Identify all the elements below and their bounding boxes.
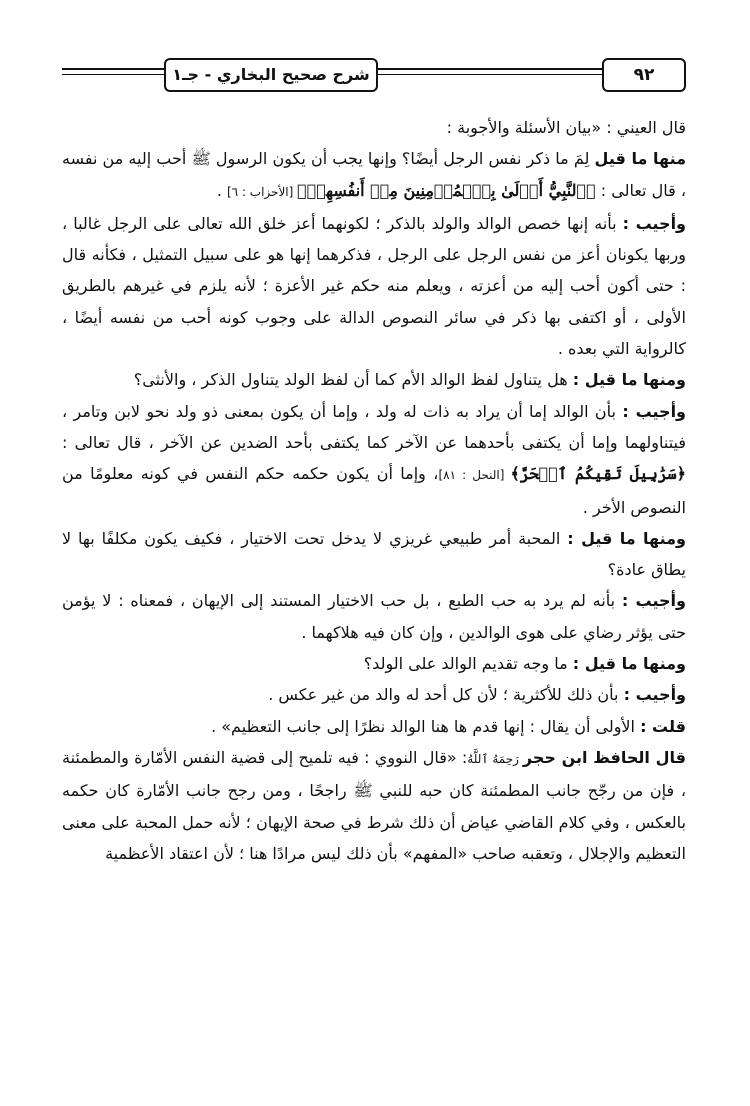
question-lead: ومنها ما قيل : [572,654,686,674]
paragraph-comment: قلت : الأولى أن يقال : إنها قدم ها هنا الوالد نظرًا إلى جانب التعظيم» . [211,716,686,736]
honorific: رَحِمَهُ ٱللَّهُ [467,751,523,766]
page-body [62,112,686,869]
answer-lead: وأجيب : [622,213,686,233]
book-title: شرح صحيح البخاري - جـ١ [164,58,378,92]
question-lead: ومنها ما قيل : [567,528,686,548]
running-header [62,58,686,98]
paragraph-intro: قال العيني : «بيان الأسئلة والأجوبة : [446,118,686,137]
quran-verse: ﴿سَرَٰبِيلَ تَقِيكُمُ ٱلۡحَرَّ﴾ [510,464,686,484]
scholar-lead: قال الحافظ ابن حجر [522,747,686,767]
paragraph-answer-2: وأجيب : بأن الوالد إما أن يراد به ذات له ولد ، وإما أن يكون بمعنى ذو ولد نحو لابن وتامر ، فيتناولهما وإما أن يكتفى بأحدهما عن الآخر كما يكتفى بأحد الضدين عن الآخر ، قال تعالى : ﴿سَرَٰبِيلَ تَقِيكُمُ ٱلۡحَرَّ﴾ [النحل : ٨١]، وإما أن يكون حكمه حكم النفس في كونه معلومًا من النصوص الأخر . [62,401,686,517]
question-lead: ومنها ما قيل : [572,370,686,390]
quran-verse: ﴿ٱلنَّبِيُّ أَوۡلَىٰ بِٱلۡمُؤۡمِنِينَ مِنۡ أَنفُسِهِمۡ﴾ [297,180,596,200]
verse-reference: [النحل : ٨١] [438,468,511,483]
verse-reference: [الأحزاب : ٦] [226,184,298,199]
page-number: ٩٢ [602,58,686,92]
paragraph-question-3: ومنها ما قيل : المحبة أمر طبيعي غريزي لا يدخل تحت الاختيار ، فكيف يكون مكلفًا بها لا يطاق عادة؟ [62,528,686,580]
comment-lead: قلت : [640,716,686,736]
answer-lead: وأجيب : [623,685,686,705]
paragraph-question-2: ومنها ما قيل : هل يتناول لفظ الوالد الأم كما أن لفظ الولد يتناول الذكر ، والأنثى؟ [133,370,686,390]
question-lead: منها ما قيل [594,149,687,169]
paragraph-question-1: منها ما قيل لِمَ ما ذكر نفس الرجل أيضًا؟ وإنها يجب أن يكون الرسول ﷺ أحب إليه من نفسه ، قال تعالى : ﴿ٱلنَّبِيُّ أَوۡلَىٰ بِٱلۡمُؤۡمِنِينَ مِنۡ أَنفُسِهِمۡ﴾ [الأحزاب : ٦] . [62,149,687,200]
paragraph-answer-3: وأجيب : بأنه لم يرد به حب الطبع ، بل حب الاختيار المستند إلى الإيهان ، فمعناه : لا يؤمن حتى يؤثر رضاي على هوى الوالدين ، وإن كان فيه هلاكهما . [62,591,686,642]
paragraph-answer-4: وأجيب : بأن ذلك للأكثرية ؛ لأن كل أحد له والد من غير عكس . [268,685,686,705]
answer-lead: وأجيب : [621,591,686,611]
paragraph-ibn-hajar: قال الحافظ ابن حجر رَحِمَهُ ٱللَّهُ: «قال النووي : فيه تلميح إلى قضية النفس الأمّارة والمطمئنة ، فإن من رجّح جانب المطمئنة كان حبه للنبي ﷺ راجحًا ، ومن رجح جانب الأمّارة كان حكمه بالعكس ، وفي كلام القاضي عياض أن ذلك شرط في صحة الإيهان ؛ لأنه حمل المحبة على معنى التعظيم والإجلال ، وتعقبه صاحب «المفهم» بأن ذلك ليس مرادًا هنا ؛ لأن اعتقاد الأعظمية [61,747,686,863]
answer-lead: وأجيب : [622,401,686,421]
paragraph-answer-1: وأجيب : بأنه إنها خصص الوالد والولد بالذكر ؛ لكونهما أعز خلق الله تعالى على الرجل غالبا ، وربها يكونان أعز من نفس الرجل على الرجل ، فذكرهما إنها هو على سبيل التمثيل ، فكأنه قال : حتى أكون أحب إليه من أعزته ، ويعلم منه حكم غير الأعزة ؛ لأنه يلزم في غيرهم بالطريق الأولى ، أو اكتفى بها ذكر في سائر النصوص الدالة على وجوب كونه أحب من نفسه أيضًا ، كالرواية التي بعده . [62,213,686,359]
paragraph-question-4: ومنها ما قيل : ما وجه تقديم الوالد على الولد؟ [363,654,686,674]
